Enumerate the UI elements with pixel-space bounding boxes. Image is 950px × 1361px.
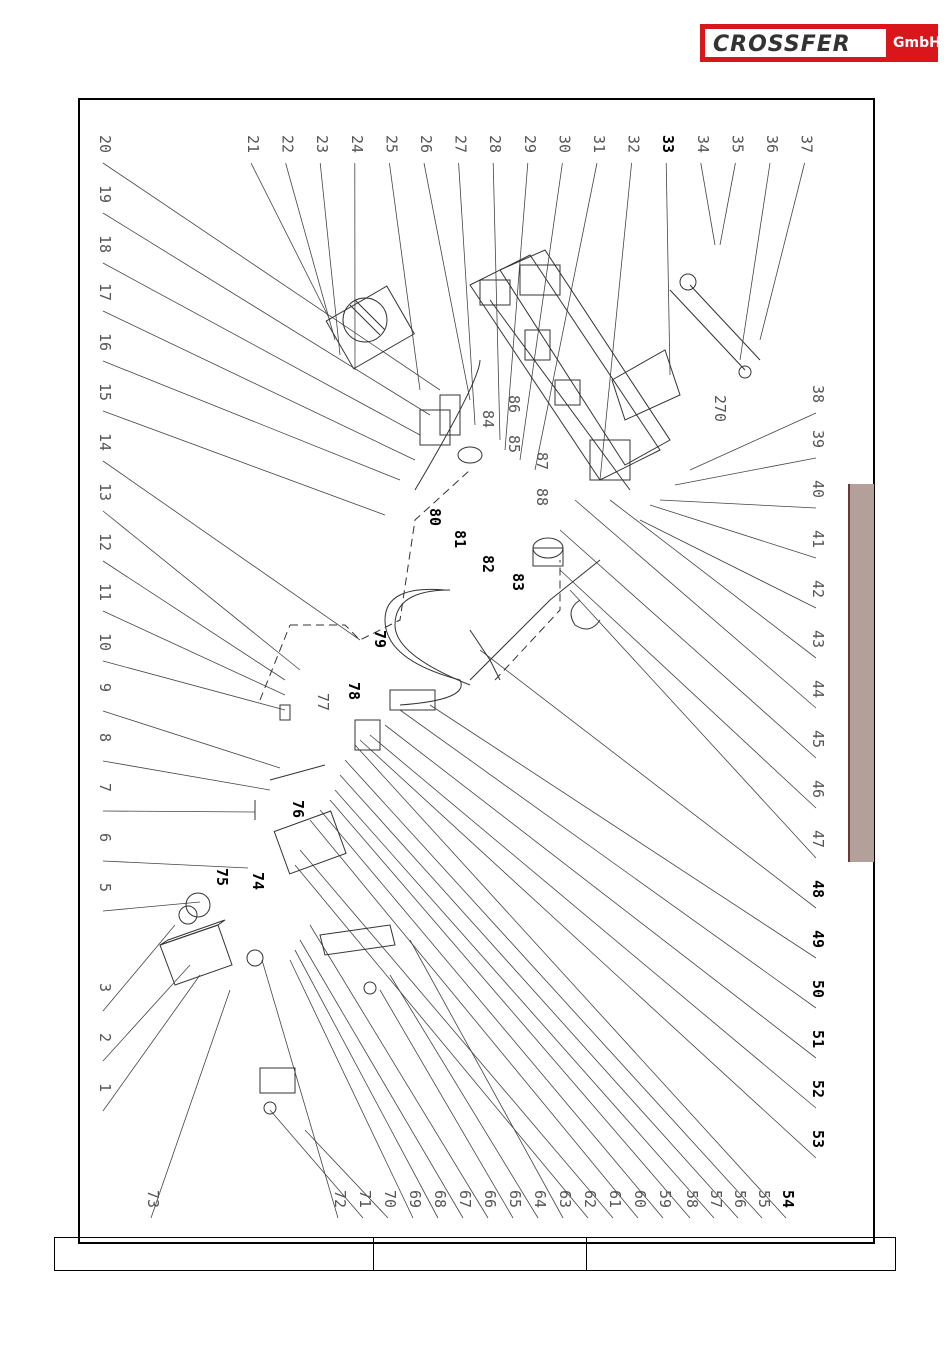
leader-line-32 [600,163,632,480]
leader-line-35 [720,163,735,245]
leader-line-1 [103,975,200,1111]
leader-line-10 [103,661,285,710]
leader-line-31 [535,163,597,470]
callout-25: 25 [382,135,401,154]
callout-81: 81 [451,530,469,549]
leader-line-3 [103,925,175,1011]
callout-1: 1 [96,1083,114,1093]
callout-85: 85 [505,435,523,454]
callout-33: 33 [659,135,678,154]
callout-73: 73 [144,1190,162,1209]
callout-36: 36 [763,135,781,154]
leader-line-68 [295,950,438,1218]
callout-86: 86 [505,395,523,414]
callout-83: 83 [509,573,527,592]
callout-31: 31 [590,135,608,154]
callout-2: 2 [96,1033,114,1043]
callout-68: 68 [431,1190,449,1209]
leader-line-19 [103,213,430,415]
leader-line-17 [103,311,415,460]
title-block-cell-2 [374,1238,587,1270]
callout-8: 8 [96,733,114,743]
callout-52: 52 [809,1080,827,1099]
title-block [54,1237,896,1271]
callout-49: 49 [809,930,827,949]
callout-76: 76 [289,800,307,819]
callout-29: 29 [520,135,539,154]
leader-line-8 [103,761,270,790]
callout-28: 28 [486,135,505,154]
leader-line-46 [560,570,816,808]
callout-66: 66 [481,1190,499,1209]
leader-line-49 [430,705,816,958]
callout-59: 59 [656,1190,674,1209]
callout-46: 46 [809,780,827,799]
oil-filter-drawing [533,538,563,566]
callout-67: 67 [456,1190,474,1209]
leader-line-66 [310,925,488,1218]
callout-32: 32 [624,135,643,154]
callout-54: 54 [779,1190,797,1209]
callout-34: 34 [693,135,712,154]
leader-line-67 [300,940,463,1218]
leader-line-55 [345,760,762,1218]
callout-27: 27 [451,135,470,154]
leader-line-14 [103,461,360,640]
leader-line-15 [103,411,385,515]
callout-10: 10 [96,633,114,652]
leader-line-36 [740,163,770,360]
callout-16: 16 [96,333,114,352]
callout-69: 69 [406,1190,424,1209]
wheel-parts-drawing [255,690,435,1114]
leader-line-54 [355,745,786,1218]
callout-21: 21 [244,135,262,154]
callout-64: 64 [531,1190,549,1209]
callout-71: 71 [356,1190,374,1209]
oil-tank-drawing [160,893,263,985]
callout-270: 270 [711,395,729,423]
leader-line-56 [340,775,738,1218]
callout-17: 17 [96,283,114,302]
leader-line-72 [262,960,338,1218]
callout-44: 44 [809,680,827,699]
callout-65: 65 [506,1190,524,1209]
leader-line-43 [610,500,816,658]
leader-line-13 [103,511,300,670]
leader-line-62 [295,865,588,1218]
callout-58: 58 [683,1190,701,1209]
leader-line-60 [310,820,638,1218]
title-block-cell-3 [587,1238,895,1270]
callout-5: 5 [96,883,114,893]
leader-line-27 [459,163,475,425]
callout-55: 55 [755,1190,773,1209]
callout-79: 79 [371,630,389,649]
callout-57: 57 [707,1190,725,1209]
callout-11: 11 [96,583,114,602]
motor-drawing [326,286,414,369]
callout-40: 40 [809,480,827,499]
callout-9: 9 [96,683,114,693]
callout-56: 56 [731,1190,749,1209]
callout-51: 51 [809,1030,827,1049]
leader-line-22 [286,163,335,340]
callout-20: 20 [96,135,114,154]
leader-line-18 [103,263,420,435]
leader-line-34 [701,163,715,245]
callout-42: 42 [809,580,827,599]
callout-38: 38 [809,385,827,404]
callout-62: 62 [581,1190,599,1209]
callout-23: 23 [313,135,332,154]
callout-60: 60 [631,1190,649,1209]
callout-45: 45 [809,730,827,749]
callout-75: 75 [213,868,231,887]
leader-line-12 [103,561,285,680]
valve-block-drawing [420,395,482,463]
leader-line-20 [103,163,440,390]
callout-26: 26 [417,135,435,154]
leader-line-37 [760,163,805,340]
leader-line-9 [103,711,280,768]
leader-line-64 [390,975,538,1218]
leader-line-2 [103,965,190,1061]
leader-line-33 [666,163,670,375]
callout-19: 19 [96,185,114,204]
callout-88: 88 [533,488,551,507]
callout-14: 14 [96,433,114,452]
main-beam-drawing [470,250,670,490]
leader-line-25 [389,163,420,390]
title-block-cell-1 [55,1238,374,1270]
leader-line-73 [151,990,230,1218]
leader-line-40 [660,500,816,508]
callout-48: 48 [809,880,827,899]
callout-72: 72 [331,1190,349,1209]
callout-13: 13 [96,483,114,502]
callout-43: 43 [809,630,827,649]
callout-24: 24 [347,135,366,154]
logo-suffix-text: GmbH [893,35,941,51]
leader-line-16 [103,361,400,480]
callout-3: 3 [96,983,114,993]
callout-22: 22 [278,135,297,154]
callout-labels [96,135,827,1208]
callout-70: 70 [381,1190,399,1209]
callout-7: 7 [96,783,114,793]
callout-50: 50 [809,980,827,999]
leader-line-42 [640,520,816,608]
callout-84: 84 [479,410,497,429]
leader-line-28 [493,163,500,440]
callout-12: 12 [96,533,114,552]
lever-drawing [670,274,760,378]
callout-87: 87 [533,452,551,471]
callout-77: 77 [314,693,332,712]
part-drawings [160,250,760,1114]
leader-line-50 [400,710,816,1008]
callout-80: 80 [426,508,444,527]
logo-brand-text: CROSSFER [713,32,851,57]
leader-line-6 [103,861,248,868]
leader-line-26 [424,163,470,400]
callout-15: 15 [96,383,114,402]
leader-line-44 [575,500,816,708]
leader-line-11 [103,611,285,695]
leader-line-58 [330,800,690,1218]
leader-line-21 [251,163,330,320]
callout-30: 30 [555,135,574,154]
leader-line-39 [675,458,816,485]
callout-6: 6 [96,833,114,843]
leader-line-7 [103,811,255,812]
callout-78: 78 [345,682,363,701]
callout-37: 37 [797,135,816,154]
leader-line-59 [320,810,663,1218]
callout-61: 61 [606,1190,624,1209]
callout-35: 35 [728,135,747,154]
callout-47: 47 [809,830,827,849]
callout-18: 18 [96,235,114,254]
callout-63: 63 [556,1190,574,1209]
leader-line-45 [560,530,816,758]
callout-82: 82 [479,555,497,574]
callout-41: 41 [809,530,827,549]
leader-line-53 [360,740,816,1158]
leader-line-51 [385,725,816,1058]
callout-53: 53 [809,1130,827,1149]
leader-line-23 [320,163,340,355]
callout-74: 74 [249,872,267,891]
callout-39: 39 [809,430,827,449]
